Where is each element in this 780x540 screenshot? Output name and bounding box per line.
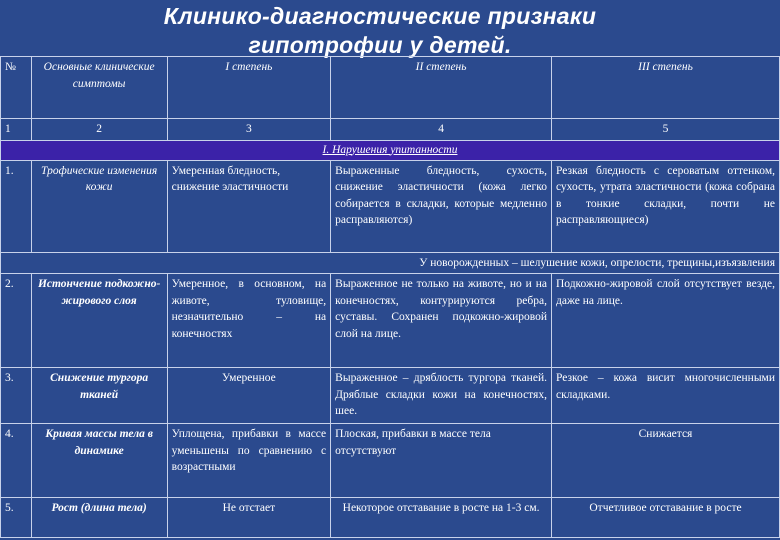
symptom-label: Кривая массы тела в динамике — [31, 424, 167, 498]
row-number: 5. — [1, 498, 32, 538]
column-number: 4 — [331, 119, 552, 141]
column-number: 5 — [551, 119, 779, 141]
degree-3-cell: Снижается — [551, 424, 779, 498]
symptom-label: Рост (длина тела) — [31, 498, 167, 538]
column-number: 2 — [31, 119, 167, 141]
table-row — [1, 274, 780, 368]
section-row — [1, 140, 780, 160]
header-symptoms: Основные клинические симптомы — [31, 57, 167, 119]
degree-1-cell: Умеренное, в основном, на животе, туловище, незначительно – на конечностях — [167, 274, 331, 368]
degree-3-cell: Отчетливое отставание в росте — [551, 498, 779, 538]
degree-3-cell: Подкожно-жировой слой отсутствует везде, даже на лице. — [551, 274, 779, 368]
table-row — [1, 160, 780, 252]
header-degree-3: III степень — [551, 57, 779, 119]
page-title — [0, 2, 760, 60]
degree-1-cell: Уплощена, прибавки в массе уменьшены по сравнению с возрастными — [167, 424, 331, 498]
symptom-label: Снижение тургора тканей — [31, 368, 167, 424]
newborn-note: У новорожденных – шелушение кожи, опрелости, трещины,изъязвления — [1, 252, 780, 274]
symptom-label: Истончение подкожно-жирового слоя — [31, 274, 167, 368]
degree-1-cell: Умеренная бледность, снижение эластичности — [167, 160, 331, 252]
degree-2-cell: Выраженное не только на животе, но и на конечностях, контурируются ребра, суставы. Сохранен подкожно-жировой слой на лице. — [331, 274, 552, 368]
column-number-row — [1, 119, 780, 141]
table-row — [1, 368, 780, 424]
header-degree-2: II степень — [331, 57, 552, 119]
column-number: 1 — [1, 119, 32, 141]
degree-1-cell: Не отстает — [167, 498, 331, 538]
row-number: 1. — [1, 160, 32, 252]
newborn-note-row — [1, 252, 780, 274]
title-line-2: гипотрофии у детей. — [248, 32, 512, 58]
header-row — [1, 57, 780, 119]
symptom-label: Трофические изменения кожи — [31, 160, 167, 252]
row-number: 4. — [1, 424, 32, 498]
section-title: I. Нарушения упитанности — [1, 140, 780, 160]
degree-3-cell: Резкая бледность с сероватым оттенком, сухость, утрата эластичности (кожа собрана в тонкие складки, почти не расправляющиеся) — [551, 160, 779, 252]
symptoms-table — [0, 56, 780, 538]
degree-3-cell: Резкое – кожа висит многочисленными складками. — [551, 368, 779, 424]
table-row — [1, 424, 780, 498]
degree-1-cell: Умеренное — [167, 368, 331, 424]
title-line-1: Клинико-диагностические признаки — [163, 3, 597, 29]
degree-2-cell: Выраженные бледность, сухость, снижение эластичности (кожа легко собирается в складки, которые медленно расправляются) — [331, 160, 552, 252]
row-number: 3. — [1, 368, 32, 424]
table-row — [1, 498, 780, 538]
header-number: № — [1, 57, 32, 119]
degree-2-cell: Некоторое отставание в росте на 1-3 см. — [331, 498, 552, 538]
header-degree-1: I степень — [167, 57, 331, 119]
degree-2-cell: Выраженное – дряблость тургора тканей. Дряблые складки кожи на конечностях, шее. — [331, 368, 552, 424]
degree-2-cell: Плоская, прибавки в массе тела отсутствуют — [331, 424, 552, 498]
row-number: 2. — [1, 274, 32, 368]
column-number: 3 — [167, 119, 331, 141]
